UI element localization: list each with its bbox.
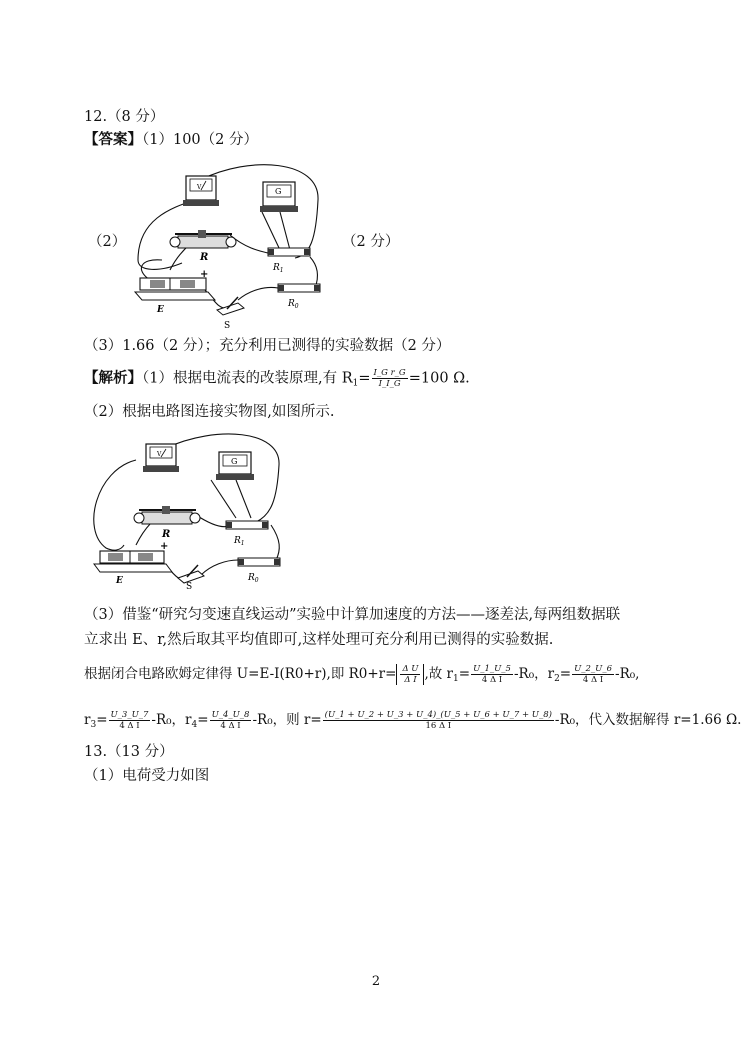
svg-text:G: G: [231, 457, 238, 466]
svg-text:S: S: [186, 582, 193, 590]
circuit-figure-1: [120, 160, 340, 330]
resistor-r0-icon: [238, 558, 280, 584]
svg-text:V: V: [197, 184, 202, 191]
svg-text:+: +: [200, 269, 209, 280]
svg-text:R: R: [200, 252, 209, 263]
q13-part1: （1）电荷受力如图: [84, 768, 210, 784]
analysis-line-1: [84, 368, 470, 394]
svg-text:R1: $R_1$: [234, 536, 245, 547]
circuit-figure-2: [86, 430, 296, 590]
answer-label: 【答案】: [84, 131, 142, 148]
svg-text:R: R: [162, 529, 171, 540]
answer-part3: （3）1.66（2 分）；充分利用已测得的实验数据（2 分）: [84, 338, 451, 354]
svg-text:S: S: [224, 321, 231, 330]
voltmeter-icon: [183, 176, 219, 206]
q13-heading: 13.（13 分）: [84, 744, 174, 760]
answer-line-1: [84, 130, 258, 150]
svg-text:R1: $R_1$: [273, 263, 284, 274]
switch-icon: [178, 565, 204, 590]
battery-icon: [135, 269, 215, 315]
galvanometer-icon: [216, 452, 254, 480]
r4-fraction: $\frac{U\_4\_U\_8}{\text{4 Δ I}}$: [211, 710, 250, 731]
resistor-r1-icon: [268, 248, 310, 274]
svg-text:E: E: [116, 576, 123, 586]
svg-text:R0: $R_0$: [248, 573, 259, 584]
switch-icon: [217, 297, 244, 330]
analysis1-result: =100 Ω.: [408, 370, 470, 387]
resistor-r1-icon: [226, 521, 268, 547]
abs-fraction: $\frac{\text{Δ U}}{\text{Δ I}}$: [396, 664, 424, 685]
svg-text:V: V: [157, 451, 162, 458]
r-formula-line: $r_3=$ $\frac{U\_3\_U\_7}{\text{4 Δ I}}$ -R₀，$r_4=$ $\frac{U\_4\_U\_8}{\text{4 Δ I}}$ -R₀，则 r= $\frac{(U\_1 + U\_2 + U\_3 + U\_4)\_(U\_5 + U\_6 + U\_7 + U\_8)}{\text{16 Δ I}}$ -R₀，代入数据解得 r=1.66 Ω.: [84, 710, 742, 731]
answer-part2-score: （2 分）: [342, 234, 400, 250]
analysis-label: 【解析】: [84, 369, 142, 387]
q12-heading: 12.（8 分）: [84, 109, 165, 125]
analysis1-eq: =: [358, 370, 371, 387]
galvanometer-icon: [260, 182, 298, 212]
answer-part1: （1）100（2 分）: [142, 132, 258, 148]
r1-fraction: $\frac{U\_1\_U\_5}{\text{4 Δ I}}$: [473, 664, 511, 685]
resistor-r0-icon: [278, 284, 320, 310]
rheostat-icon: [134, 506, 200, 540]
analysis1-text: （1）根据电流表的改装原理,有 R: [142, 370, 353, 387]
analysis1-fraction: $\frac{\text{I\_G r\_G}}{I\_I\_G}$: [373, 368, 406, 389]
ohm-law-line: 根据闭合电路欧姆定律得 U=E-I(R0+r),即 R0+r= $\frac{\text{Δ U}}{\text{Δ I}}$ ,故 $r_1=$ $\frac{U\_1\_U\_5}{\text{4 Δ I}}$ -R₀，$r_2=$ $\frac{U\_2\_U\_6}{\text{4 Δ I}}$ -R₀,: [84, 664, 640, 685]
analysis-line-3a: （3）借鉴“研究匀变速直线运动”实验中计算加速度的方法——逐差法,每两组数据联: [84, 607, 621, 623]
page-number: 2: [371, 974, 381, 989]
r-average-fraction: $\frac{(U\_1 + U\_2 + U\_3 + U\_4)\_(U\_5 + U\_6 + U\_7 + U\_8)}{\text{16 Δ I}}$: [324, 710, 552, 731]
svg-text:+: +: [160, 541, 169, 552]
voltmeter-icon: [143, 444, 179, 472]
analysis-line-2: （2）根据电路图连接实物图,如图所示.: [84, 404, 335, 420]
answer-part2-prefix: （2）: [88, 234, 127, 250]
analysis-line-3b: 立求出 E、r,然后取其平均值即可,这样处理可充分利用已测得的实验数据.: [84, 632, 554, 648]
rheostat-icon: [170, 230, 236, 263]
r3-fraction: $\frac{U\_3\_U\_7}{\text{4 Δ I}}$: [110, 710, 149, 731]
analysis1-sub: 1: [352, 378, 359, 389]
svg-text:G: G: [275, 187, 282, 196]
svg-text:E: E: [157, 305, 164, 315]
r2-fraction: $\frac{U\_2\_U\_6}{\text{4 Δ I}}$: [574, 664, 613, 685]
svg-text:R0: $R_0$: [288, 299, 299, 310]
